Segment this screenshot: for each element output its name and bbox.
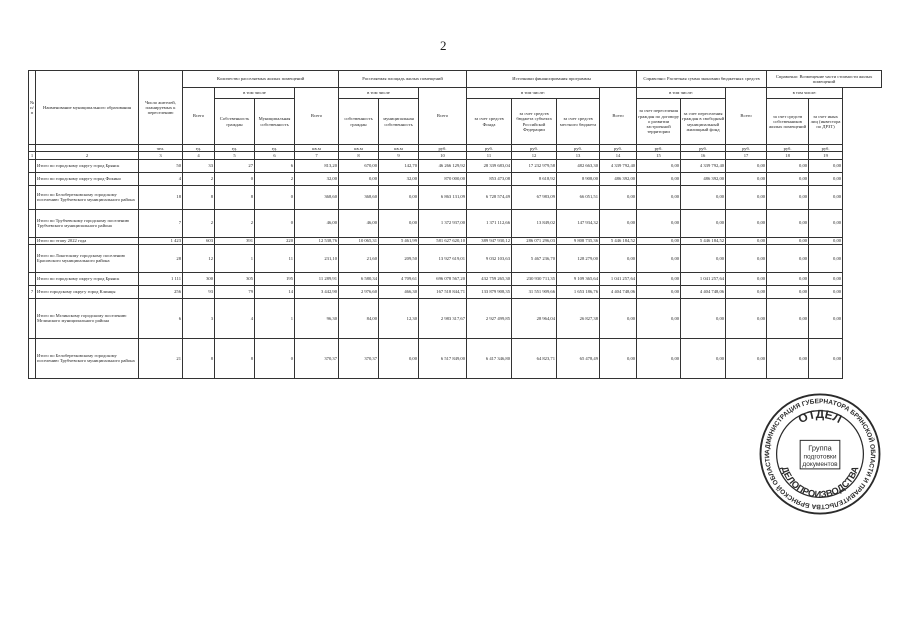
row-value: 2	[183, 172, 215, 185]
row-value: 0,00	[809, 172, 843, 185]
row-value: 4	[215, 298, 255, 338]
row-value: 6 517 849,00	[419, 338, 467, 378]
row-value: 0,00	[637, 209, 681, 237]
row-value: 13 927 619,01	[419, 244, 467, 272]
row-value: 0,00	[767, 244, 809, 272]
row-value: 370,37	[295, 338, 339, 378]
unit-cell: руб.	[512, 145, 557, 152]
row-value: 670,00	[339, 159, 379, 172]
unit-cell: руб.	[681, 145, 726, 152]
row-value: 147 934,32	[557, 209, 600, 237]
unit-cell: руб.	[600, 145, 637, 152]
row-value: 0	[255, 338, 295, 378]
table-row	[29, 244, 882, 272]
row-value: 231,10	[295, 244, 339, 272]
row-value: 432 759 265,30	[467, 272, 512, 285]
header-name: Наименование муниципального образования	[36, 71, 139, 145]
column-number: 4	[183, 152, 215, 159]
row-value: 12,30	[379, 298, 419, 338]
row-value: 5 461,99	[379, 237, 419, 244]
row-name: Итого городскому округу город Клинцы	[36, 285, 139, 298]
row-value: 1 041 257,64	[600, 272, 637, 285]
row-number	[29, 272, 36, 285]
row-value: 0,00	[379, 338, 419, 378]
header-people: Число жителей, планируемых к переселению	[139, 71, 183, 145]
row-value: 0,00	[809, 159, 843, 172]
row-name: Итого по городскому округу город Фокино	[36, 172, 139, 185]
row-value: 4 339 792,40	[600, 159, 637, 172]
header-group-ref1: Справочно: Расчетная сумма экономии бюджетных средств	[637, 71, 767, 88]
row-value: 9 032 103,63	[467, 244, 512, 272]
row-value: 0	[255, 209, 295, 237]
row-value: 0,00	[637, 338, 681, 378]
row-value: 0,00	[637, 172, 681, 185]
row-value: 50	[139, 159, 183, 172]
unit-cell: ед.	[183, 145, 215, 152]
column-number: 16	[681, 152, 726, 159]
header-group-finance: Источники финансирования программы	[467, 71, 637, 88]
row-value: 0,00	[600, 185, 637, 209]
column-number: 6	[255, 152, 295, 159]
row-value: 128 279,00	[557, 244, 600, 272]
row-value: 167 518 844,71	[419, 285, 467, 298]
stamp-title-bottom: ДЕЛОПРОИЗВОДСТВА	[779, 464, 861, 500]
row-value: 256	[139, 285, 183, 298]
row-value: 853 473,08	[467, 172, 512, 185]
row-value: 603	[183, 237, 215, 244]
row-value: 10 065,31	[339, 237, 379, 244]
row-value: 28 964,04	[512, 298, 557, 338]
row-value: 2	[183, 209, 215, 237]
column-number: 18	[767, 152, 809, 159]
header-municipal: Муниципальная собственность	[255, 99, 295, 145]
row-value: 17 232 979,58	[512, 159, 557, 172]
row-value: 2 983 317,67	[419, 298, 467, 338]
row-value: 0,00	[379, 185, 419, 209]
column-number: 2	[36, 152, 139, 159]
column-number: 15	[637, 152, 681, 159]
header-num: № п/ п	[29, 71, 36, 145]
header-area-own: собственность граждан	[339, 99, 379, 145]
row-value: 6	[139, 298, 183, 338]
row-value: 26 827,38	[557, 298, 600, 338]
row-value: 230 930 711,35	[512, 272, 557, 285]
row-value: 0,00	[809, 298, 843, 338]
row-value: 3	[183, 298, 215, 338]
unit-cell: ед.	[255, 145, 295, 152]
row-number	[29, 298, 36, 338]
row-value: 8	[183, 338, 215, 378]
row-value: 0,00	[681, 185, 726, 209]
header-comp-a: за счет средств собственников жилых помещений	[767, 99, 809, 145]
row-value: 870 000,00	[419, 172, 467, 185]
row-value: 0,00	[809, 285, 843, 298]
row-value: 21	[139, 338, 183, 378]
row-value: 46 266 129,92	[419, 159, 467, 172]
column-number: 3	[139, 152, 183, 159]
row-value: 8 908,00	[557, 172, 600, 185]
row-value: 0,00	[600, 338, 637, 378]
row-value: 1 111	[139, 272, 183, 285]
row-value: 0,00	[681, 209, 726, 237]
column-number: 14	[600, 152, 637, 159]
row-value: 0,00	[726, 172, 767, 185]
row-value: 0,00	[767, 172, 809, 185]
unit-cell: руб.	[467, 145, 512, 152]
table-row	[29, 285, 882, 298]
row-value: 32,00	[295, 172, 339, 185]
row-value: 5 446 184,52	[600, 237, 637, 244]
row-value: 1 423	[139, 237, 183, 244]
row-value: 0,00	[726, 285, 767, 298]
row-value: 6 863 131,09	[419, 185, 467, 209]
row-value: 12	[183, 244, 215, 272]
row-value: 0,00	[767, 185, 809, 209]
row-value: 0	[215, 172, 255, 185]
row-value: 0,00	[726, 209, 767, 237]
unit-cell: руб.	[809, 145, 843, 152]
header-group-count: Количество расселяемых жилых помещений	[183, 71, 339, 88]
row-number	[29, 159, 36, 172]
row-value: 0,00	[767, 338, 809, 378]
row-name: Итого по городскому округу город Брянск	[36, 159, 139, 172]
row-number	[29, 185, 36, 209]
row-value: 370,37	[339, 338, 379, 378]
header-econ-b: за счет переселения граждан в свободный муниципальный жилищный фонд	[681, 99, 726, 145]
stamp-ring-text: АДМИНИСТРАЦИЯ ГУБЕРНАТОРА БРЯНСКОЙ ОБЛАСТИ И ПРАВИТЕЛЬСТВА БРЯНСКОЙ ОБЛАСТИ	[764, 398, 876, 510]
row-value: 368,60	[295, 185, 339, 209]
row-value: 0,00	[379, 209, 419, 237]
page-number: 2	[440, 38, 447, 53]
row-value: 0,00	[809, 338, 843, 378]
row-value: 8	[215, 185, 255, 209]
program-table	[28, 70, 882, 379]
row-value: 79	[215, 285, 255, 298]
row-value: 696 078 567,20	[419, 272, 467, 285]
row-value: 391	[215, 237, 255, 244]
row-value: 0,00	[809, 209, 843, 237]
unit-cell: кв.м	[379, 145, 419, 152]
row-name: Итого по Белоберезковскому городскому поселению Трубчевского муниципального района	[36, 338, 139, 378]
row-value: 0,00	[681, 244, 726, 272]
row-value: 466,30	[379, 285, 419, 298]
row-value: 0,00	[726, 272, 767, 285]
column-number: 1	[29, 152, 36, 159]
row-value: 28	[139, 244, 183, 272]
row-name: Итого по Белоберезковскому городскому поселению Трубчевского муниципального района	[36, 185, 139, 209]
row-value: 0,00	[726, 298, 767, 338]
row-name: Итого по этапу 2022 года	[36, 237, 139, 244]
row-value: 6 728 574,49	[467, 185, 512, 209]
row-value: 6 580,34	[339, 272, 379, 285]
row-value: 11	[255, 244, 295, 272]
row-value: 486 392,00	[600, 172, 637, 185]
unit-cell: кв.м	[295, 145, 339, 152]
row-value: 66 051,51	[557, 185, 600, 209]
header-fin-total: Всего	[419, 88, 467, 145]
row-value: 305	[215, 272, 255, 285]
stamp-inner-line: Группа	[808, 443, 832, 453]
row-value: 0,00	[637, 159, 681, 172]
unit-cell: руб.	[557, 145, 600, 152]
row-number	[29, 237, 36, 244]
header-group-ref2: Справочно: Возмещение части стоимости жилых помещений	[767, 71, 882, 88]
row-value: 0	[255, 185, 295, 209]
row-number: 7	[29, 285, 36, 298]
column-number: 17	[726, 152, 767, 159]
header-local: за счет средств местного бюджета	[557, 99, 600, 145]
row-value: 5 467 236,70	[512, 244, 557, 272]
row-name: Итого по Трубчевскому городскому поселению Трубчевского муниципального района	[36, 209, 139, 237]
row-number	[29, 338, 36, 378]
row-value: 6	[255, 159, 295, 172]
row-name: Итого по Мглинскому городскому поселению Мглинского муниципального района	[36, 298, 139, 338]
row-value: 2 927 499,85	[467, 298, 512, 338]
table-row	[29, 272, 882, 285]
row-value: 8	[215, 338, 255, 378]
row-value: 368,60	[339, 185, 379, 209]
row-value: 32,00	[379, 172, 419, 185]
row-value: 33	[183, 159, 215, 172]
row-value: 209,50	[379, 244, 419, 272]
row-value: 5 446 184,52	[681, 237, 726, 244]
row-value: 27	[215, 159, 255, 172]
header-count-incl: в том числе	[215, 88, 295, 99]
row-value: 0,00	[767, 298, 809, 338]
header-econ-a: за счет переселения граждан по договору о развитии застроенной территории	[637, 99, 681, 145]
row-value: 8	[183, 185, 215, 209]
row-value: 195	[255, 272, 295, 285]
row-number	[29, 172, 36, 185]
row-value: 13 849,02	[512, 209, 557, 237]
header-econ-total: Всего	[600, 88, 637, 145]
row-value: 9 109 365,64	[557, 272, 600, 285]
column-number: 13	[557, 152, 600, 159]
row-value: 0,00	[767, 237, 809, 244]
row-value: 2 976,60	[339, 285, 379, 298]
row-value: 11 289,91	[295, 272, 339, 285]
column-number: 7	[295, 152, 339, 159]
row-value: 389 947 930,12	[467, 237, 512, 244]
row-value: 0,00	[681, 298, 726, 338]
stamp-inner-line: подготовки	[803, 453, 837, 461]
row-value: 0,00	[600, 244, 637, 272]
row-value: 142,70	[379, 159, 419, 172]
table-row	[29, 185, 882, 209]
row-value: 0,00	[600, 298, 637, 338]
table-row	[29, 237, 882, 244]
row-value: 0,00	[637, 298, 681, 338]
row-value: 0,00	[809, 244, 843, 272]
row-value: 0,00	[600, 209, 637, 237]
row-value: 4 339 792,40	[681, 159, 726, 172]
header-econ-incl: в том числе:	[637, 88, 726, 99]
row-number	[29, 209, 36, 237]
table-row	[29, 209, 882, 237]
row-value: 9 808 735,36	[557, 237, 600, 244]
column-number: 10	[419, 152, 467, 159]
table-row	[29, 338, 882, 378]
row-value: 0,00	[809, 185, 843, 209]
row-value: 4 709,61	[379, 272, 419, 285]
column-number: 5	[215, 152, 255, 159]
row-value: 21,60	[339, 244, 379, 272]
row-name: Итого по городскому округу город Брянск	[36, 272, 139, 285]
row-value: 46,00	[295, 209, 339, 237]
row-value: 2	[255, 172, 295, 185]
row-value: 96,30	[295, 298, 339, 338]
unit-cell: руб.	[726, 145, 767, 152]
row-value: 4 404 748,06	[600, 285, 637, 298]
row-value: 0,00	[339, 172, 379, 185]
header-subject: за счет средств бюджета субъекта Российской Федерации	[512, 99, 557, 145]
column-number: 8	[339, 152, 379, 159]
units-blank	[36, 145, 139, 152]
row-value: 581 627 620,10	[419, 237, 467, 244]
header-group-area: Расселяемая площадь жилых помещений	[339, 71, 467, 88]
row-value: 813,20	[295, 159, 339, 172]
column-number: 19	[809, 152, 843, 159]
row-value: 12 538,76	[295, 237, 339, 244]
row-value: 0,00	[767, 272, 809, 285]
table-row	[29, 159, 882, 172]
row-name: Итого по Локотскому городскому поселению Брасовского муниципального района	[36, 244, 139, 272]
row-value: 0,00	[637, 237, 681, 244]
row-value: 6 417 346,80	[467, 338, 512, 378]
row-value: 0,00	[809, 272, 843, 285]
row-value: 0,00	[767, 285, 809, 298]
row-value: 0,00	[637, 244, 681, 272]
row-value: 1 653 186,76	[557, 285, 600, 298]
row-value: 1	[255, 298, 295, 338]
row-value: 1 041 257,64	[681, 272, 726, 285]
header-own-citizens: Собственность граждан	[215, 99, 255, 145]
unit-cell: руб.	[419, 145, 467, 152]
row-value: 0,00	[767, 209, 809, 237]
row-number	[29, 244, 36, 272]
row-value: 28 339 683,04	[467, 159, 512, 172]
header-comp-incl: в том числе:	[767, 88, 843, 99]
unit-cell: чел.	[139, 145, 183, 152]
row-value: 0,00	[726, 185, 767, 209]
row-value: 64 823,71	[512, 338, 557, 378]
row-value: 482 663,30	[557, 159, 600, 172]
unit-cell: руб.	[637, 145, 681, 152]
stamp-title-top: ОТДЕЛ	[796, 408, 844, 427]
row-value: 93	[183, 285, 215, 298]
table-row	[29, 172, 882, 185]
table-row	[29, 298, 882, 338]
row-value: 133 879 908,35	[467, 285, 512, 298]
row-value: 300	[183, 272, 215, 285]
unit-cell: ед.	[215, 145, 255, 152]
row-value: 486 392,00	[681, 172, 726, 185]
row-value: 1 372 937,00	[419, 209, 467, 237]
unit-cell: кв.м	[339, 145, 379, 152]
row-value: 31 551 909,66	[512, 285, 557, 298]
unit-cell: руб.	[767, 145, 809, 152]
row-value: 8 618,92	[512, 172, 557, 185]
row-value: 3 442,90	[295, 285, 339, 298]
header-area-municipal: муниципальная собственность	[379, 99, 419, 145]
row-value: 1 371 112,66	[467, 209, 512, 237]
row-value: 67 983,09	[512, 185, 557, 209]
office-stamp	[758, 392, 882, 516]
row-value: 46,00	[339, 209, 379, 237]
row-value: 18	[139, 185, 183, 209]
stamp-inner-line: документов	[802, 460, 838, 468]
row-value: 0,00	[809, 237, 843, 244]
row-value: 0,00	[637, 285, 681, 298]
row-value: 4 404 748,06	[681, 285, 726, 298]
row-value: 1	[215, 244, 255, 272]
column-number: 11	[467, 152, 512, 159]
row-value: 0,00	[726, 338, 767, 378]
row-value: 0,00	[637, 185, 681, 209]
header-fin-incl: в том числе:	[467, 88, 600, 99]
header-area-total: Всего	[295, 88, 339, 145]
row-value: 4	[139, 172, 183, 185]
row-value: 0,00	[726, 237, 767, 244]
header-fund: за счет средств Фонда	[467, 99, 512, 145]
row-value: 14	[255, 285, 295, 298]
row-value: 0,00	[767, 159, 809, 172]
units-blank	[29, 145, 36, 152]
row-value: 0,00	[681, 338, 726, 378]
row-value: 0,00	[726, 159, 767, 172]
row-value: 220	[255, 237, 295, 244]
row-value: 0,00	[726, 244, 767, 272]
row-value: 286 071 296,03	[512, 237, 557, 244]
row-value: 2	[215, 209, 255, 237]
row-value: 84,00	[339, 298, 379, 338]
column-number: 9	[379, 152, 419, 159]
header-comp-total: Всего	[726, 88, 767, 145]
header-comp-b: за счет иных лиц (инвестора по ДРЗТ)	[809, 99, 843, 145]
row-value: 7	[139, 209, 183, 237]
header-area-incl: в том числе	[339, 88, 419, 99]
column-number: 12	[512, 152, 557, 159]
row-value: 65 478,49	[557, 338, 600, 378]
header-count-total: Всего	[183, 88, 215, 145]
row-value: 0,00	[637, 272, 681, 285]
